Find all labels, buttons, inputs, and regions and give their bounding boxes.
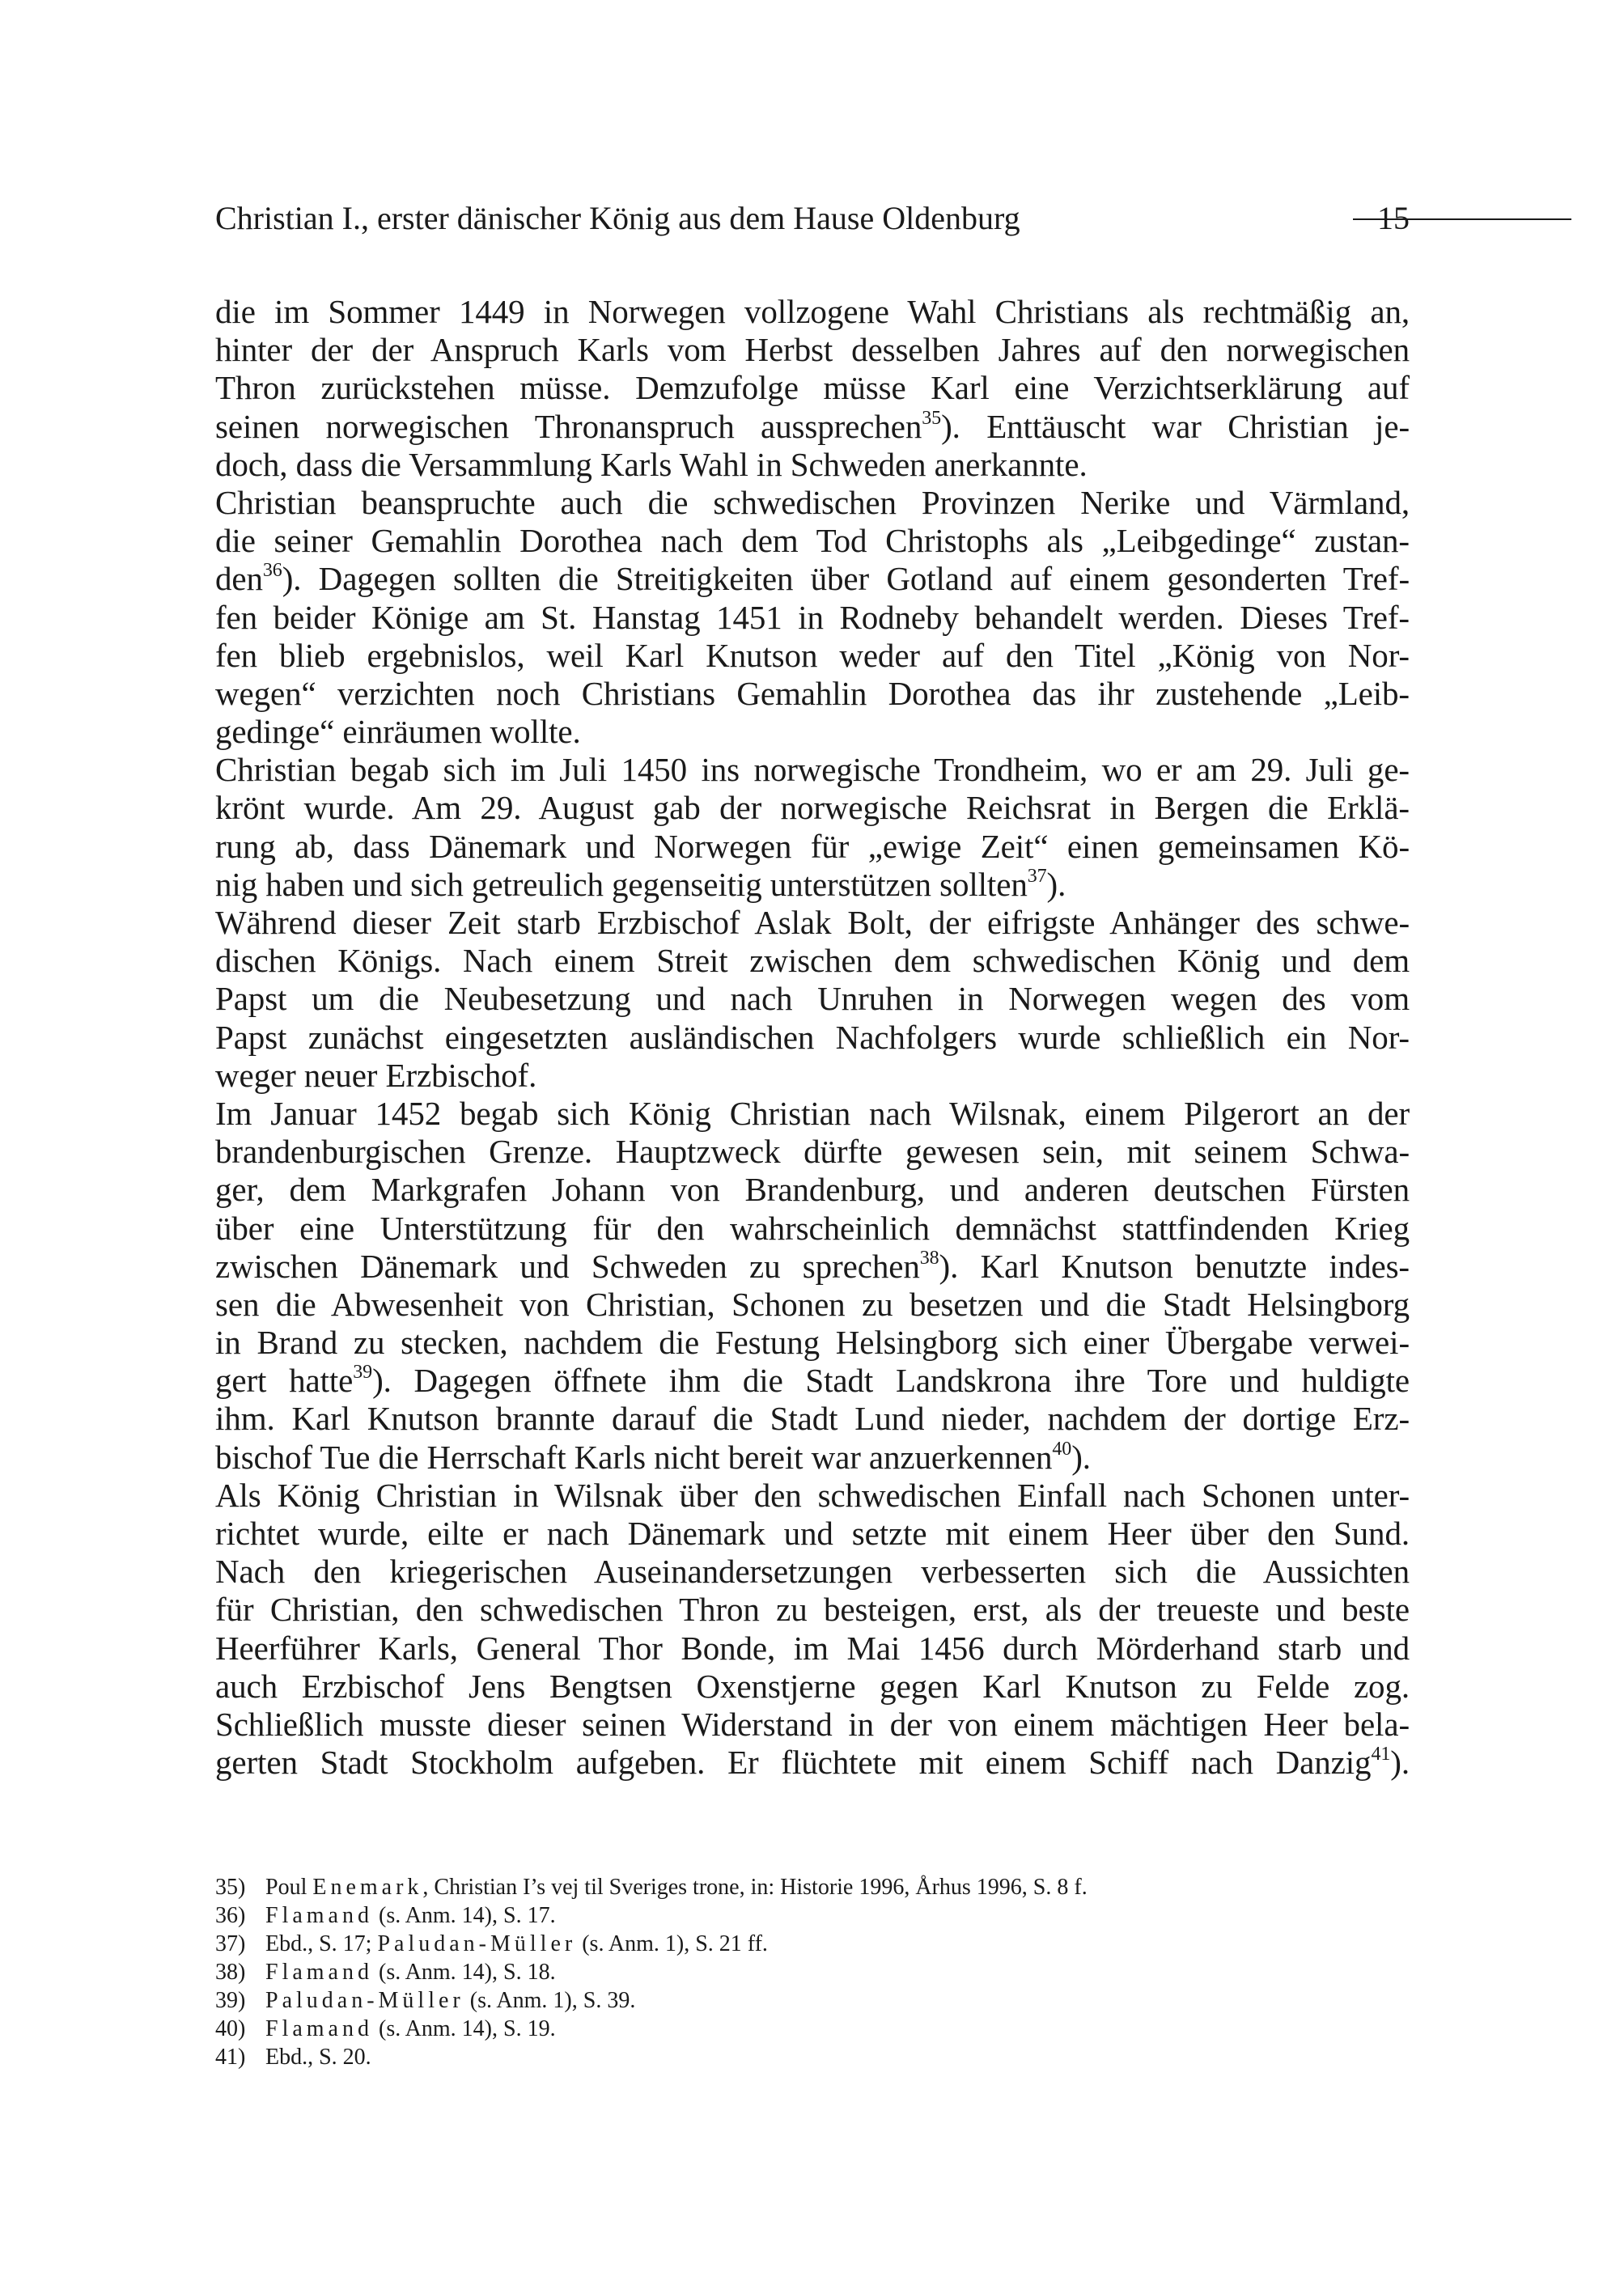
footnote-number: 37) [215,1931,246,1956]
footnote-number: 35) [215,1875,246,1900]
footnote-text: (s. Anm. 14), S. 19. [373,2016,556,2041]
text-line: richtet wurde, eilte er nach Dänemark und setzte mit einem Heer über den Sund. [215,1515,1410,1552]
text-segment: ). Karl Knutson benutzte indes- [939,1247,1410,1285]
footnote-marker: 40 [1052,1438,1072,1460]
footnote-marker: 35 [922,407,942,429]
text-line [215,560,1410,598]
text-line: weger neuer Erzbischof. [215,1056,537,1094]
footnote-number: 40) [215,2016,246,2041]
text-segment: nig haben und sich getreulich gegenseitig unterstützen sollten [215,865,1028,903]
text-line: Schließlich musste dieser seinen Widerstand in der von einem mächtigen Heer bela- [215,1705,1410,1743]
text-segment: ). Dagegen sollten die Streitigkeiten über Gotland auf einem gesonderten Tref- [282,560,1410,598]
text-line: für Christian, den schwedischen Thron zu besteigen, erst, als der treueste und beste [215,1591,1410,1629]
footnote-item [215,1901,1410,1930]
footnote-text: (s. Anm. 14), S. 17. [373,1903,556,1928]
text-line: ger, dem Markgrafen Johann von Brandenburg, und anderen deutschen Fürsten [215,1171,1410,1209]
text-line: Papst zunächst eingesetzten ausländischen Nachfolgers wurde schließlich ein Nor- [215,1018,1410,1056]
text-line [215,1248,1410,1286]
text-line: Thron zurückstehen müsse. Demzufolge müsse Karl eine Verzichtserklärung auf [215,369,1410,407]
text-line: gedinge“ einräumen wollte. [215,713,581,751]
text-line [215,1362,1410,1400]
main-text [215,293,1410,1782]
text-line: ihm. Karl Knutson brannte darauf die Stadt Lund nieder, nachdem der dortige Erz- [215,1400,1410,1438]
text-segment: ). Dagegen öffnete ihm die Stadt Landskrona ihre Tore und huldigte [372,1362,1410,1400]
footnote-number: 41) [215,2045,246,2070]
text-line [215,1439,1410,1477]
text-segment: zwischen Dänemark und Schweden zu sprechen [215,1247,920,1285]
text-line: sen die Abwesenheit von Christian, Schonen zu besetzen und die Stadt Helsingborg [215,1285,1410,1323]
footnote-number: 38) [215,1960,246,1985]
text-segment: ). Enttäuscht war Christian je- [941,407,1410,445]
footnote-marker: 36 [262,560,282,582]
footnote-marker: 39 [353,1362,373,1384]
footnote-author: Flamand [265,1960,373,1985]
text-line: rung ab, dass Dänemark und Norwegen für „ewige Zeit“ einen gemeinsamen Kö- [215,827,1410,865]
text-line: in Brand zu stecken, nachdem die Festung Helsingborg sich einer Übergabe verwei- [215,1324,1410,1362]
text-line: dischen Königs. Nach einem Streit zwischen dem schwedischen König und dem [215,942,1410,980]
text-segment: ). [1046,865,1066,903]
footnote-text: (s. Anm. 14), S. 18. [373,1960,556,1985]
text-line: über eine Unterstützung für den wahrscheinlich demnächst stattfindenden Krieg [215,1209,1410,1247]
footnote-author: Enemark [312,1875,423,1900]
text-line: fen blieb ergebnislos, weil Karl Knutson weder auf den Titel „König von Nor- [215,636,1410,674]
text-line: Im Januar 1452 begab sich König Christian nach Wilsnak, einem Pilgerort an der [215,1094,1410,1132]
text-line [215,1744,1410,1782]
text-line: Papst um die Neubesetzung und nach Unruhen in Norwegen wegen des vom [215,980,1410,1018]
footnote-author: Flamand [265,1903,373,1928]
footnote-text: Ebd., S. 20. [265,2045,371,2070]
text-line: brandenburgischen Grenze. Hauptzweck dürfte gewesen sein, mit seinem Schwa- [215,1133,1410,1171]
text-segment: ). [1071,1438,1091,1476]
text-line: Christian beanspruchte auch die schwedischen Provinzen Nerike und Värmland, [215,483,1410,521]
footnote-number: 39) [215,1988,246,2013]
footnote-text: (s. Anm. 1), S. 39. [464,1988,636,2013]
text-line: doch, dass die Versammlung Karls Wahl in Schweden anerkannte. [215,445,1088,483]
text-line: die seiner Gemahlin Dorothea nach dem Tod Christophs als „Leibgedinge“ zustan- [215,522,1410,560]
text-line: wegen“ verzichten noch Christians Gemahlin Dorothea das ihr zustehende „Leib- [215,674,1410,712]
text-segment: bischof Tue die Herrschaft Karls nicht bereit war anzuerkennen [215,1438,1053,1476]
text-line [215,866,1410,904]
text-segment: gerten Stadt Stockholm aufgeben. Er flüchtete mit einem Schiff nach Danzig [215,1744,1372,1782]
text-line: Heerführer Karls, General Thor Bonde, im Mai 1456 durch Mörderhand starb und [215,1629,1410,1667]
text-line [215,408,1410,446]
footnote-item [215,2043,1410,2071]
footnote-item [215,2015,1410,2043]
text-line: fen beider Könige am St. Hanstag 1451 in Rodneby behandelt werden. Dieses Tref- [215,598,1410,636]
text-line: Christian begab sich im Juli 1450 ins norwegische Trondheim, wo er am 29. Juli ge- [215,751,1410,789]
footnote-text: Poul [265,1875,313,1900]
footnote-item [215,1873,1410,1901]
footnote-number: 36) [215,1903,246,1928]
running-head-title: Christian I., erster dänischer König aus dem Hause Oldenburg [215,200,1020,236]
footnote-author: Paludan-Müller [377,1931,577,1956]
text-segment: gert hatte [215,1362,354,1400]
text-line: auch Erzbischof Jens Bengtsen Oxenstjerne gegen Karl Knutson zu Felde zog. [215,1667,1410,1705]
footnote-marker: 37 [1027,865,1047,887]
footnote-item [215,1986,1410,2015]
text-segment: seinen norwegischen Thronanspruch aussprechen [215,407,922,445]
footnotes [215,1873,1410,2071]
footnote-text: , Christian I’s vej til Sveriges trone, in: Historie 1996, Århus 1996, S. 8 f. [422,1875,1088,1900]
text-segment: den [215,560,263,598]
text-segment: ). [1390,1744,1410,1782]
running-head [215,194,1410,243]
text-line: hinter der der Anspruch Karls vom Herbst desselben Jahres auf den norwegischen [215,331,1410,369]
text-line: Als König Christian in Wilsnak über den schwedischen Einfall nach Schonen unter- [215,1476,1410,1514]
footnote-author: Flamand [265,2016,373,2041]
footnote-author: Paludan-Müller [265,1988,464,2013]
footnote-item [215,1958,1410,1986]
text-line: die im Sommer 1449 in Norwegen vollzogene Wahl Christians als rechtmäßig an, [215,293,1410,330]
text-line: krönt wurde. Am 29. August gab der norwegische Reichsrat in Bergen die Erklä- [215,789,1410,827]
footnote-text: (s. Anm. 1), S. 21 ff. [576,1931,768,1956]
page-number: 15 [1377,200,1410,236]
footnote-marker: 41 [1371,1744,1391,1765]
footnote-text: Ebd., S. 17; [265,1931,378,1956]
text-line: Nach den kriegerischen Auseinandersetzungen verbesserten sich die Aussichten [215,1553,1410,1591]
footnote-item [215,1930,1410,1958]
text-line: Während dieser Zeit starb Erzbischof Aslak Bolt, der eifrigste Anhänger des schwe- [215,904,1410,941]
footnote-marker: 38 [919,1247,939,1269]
